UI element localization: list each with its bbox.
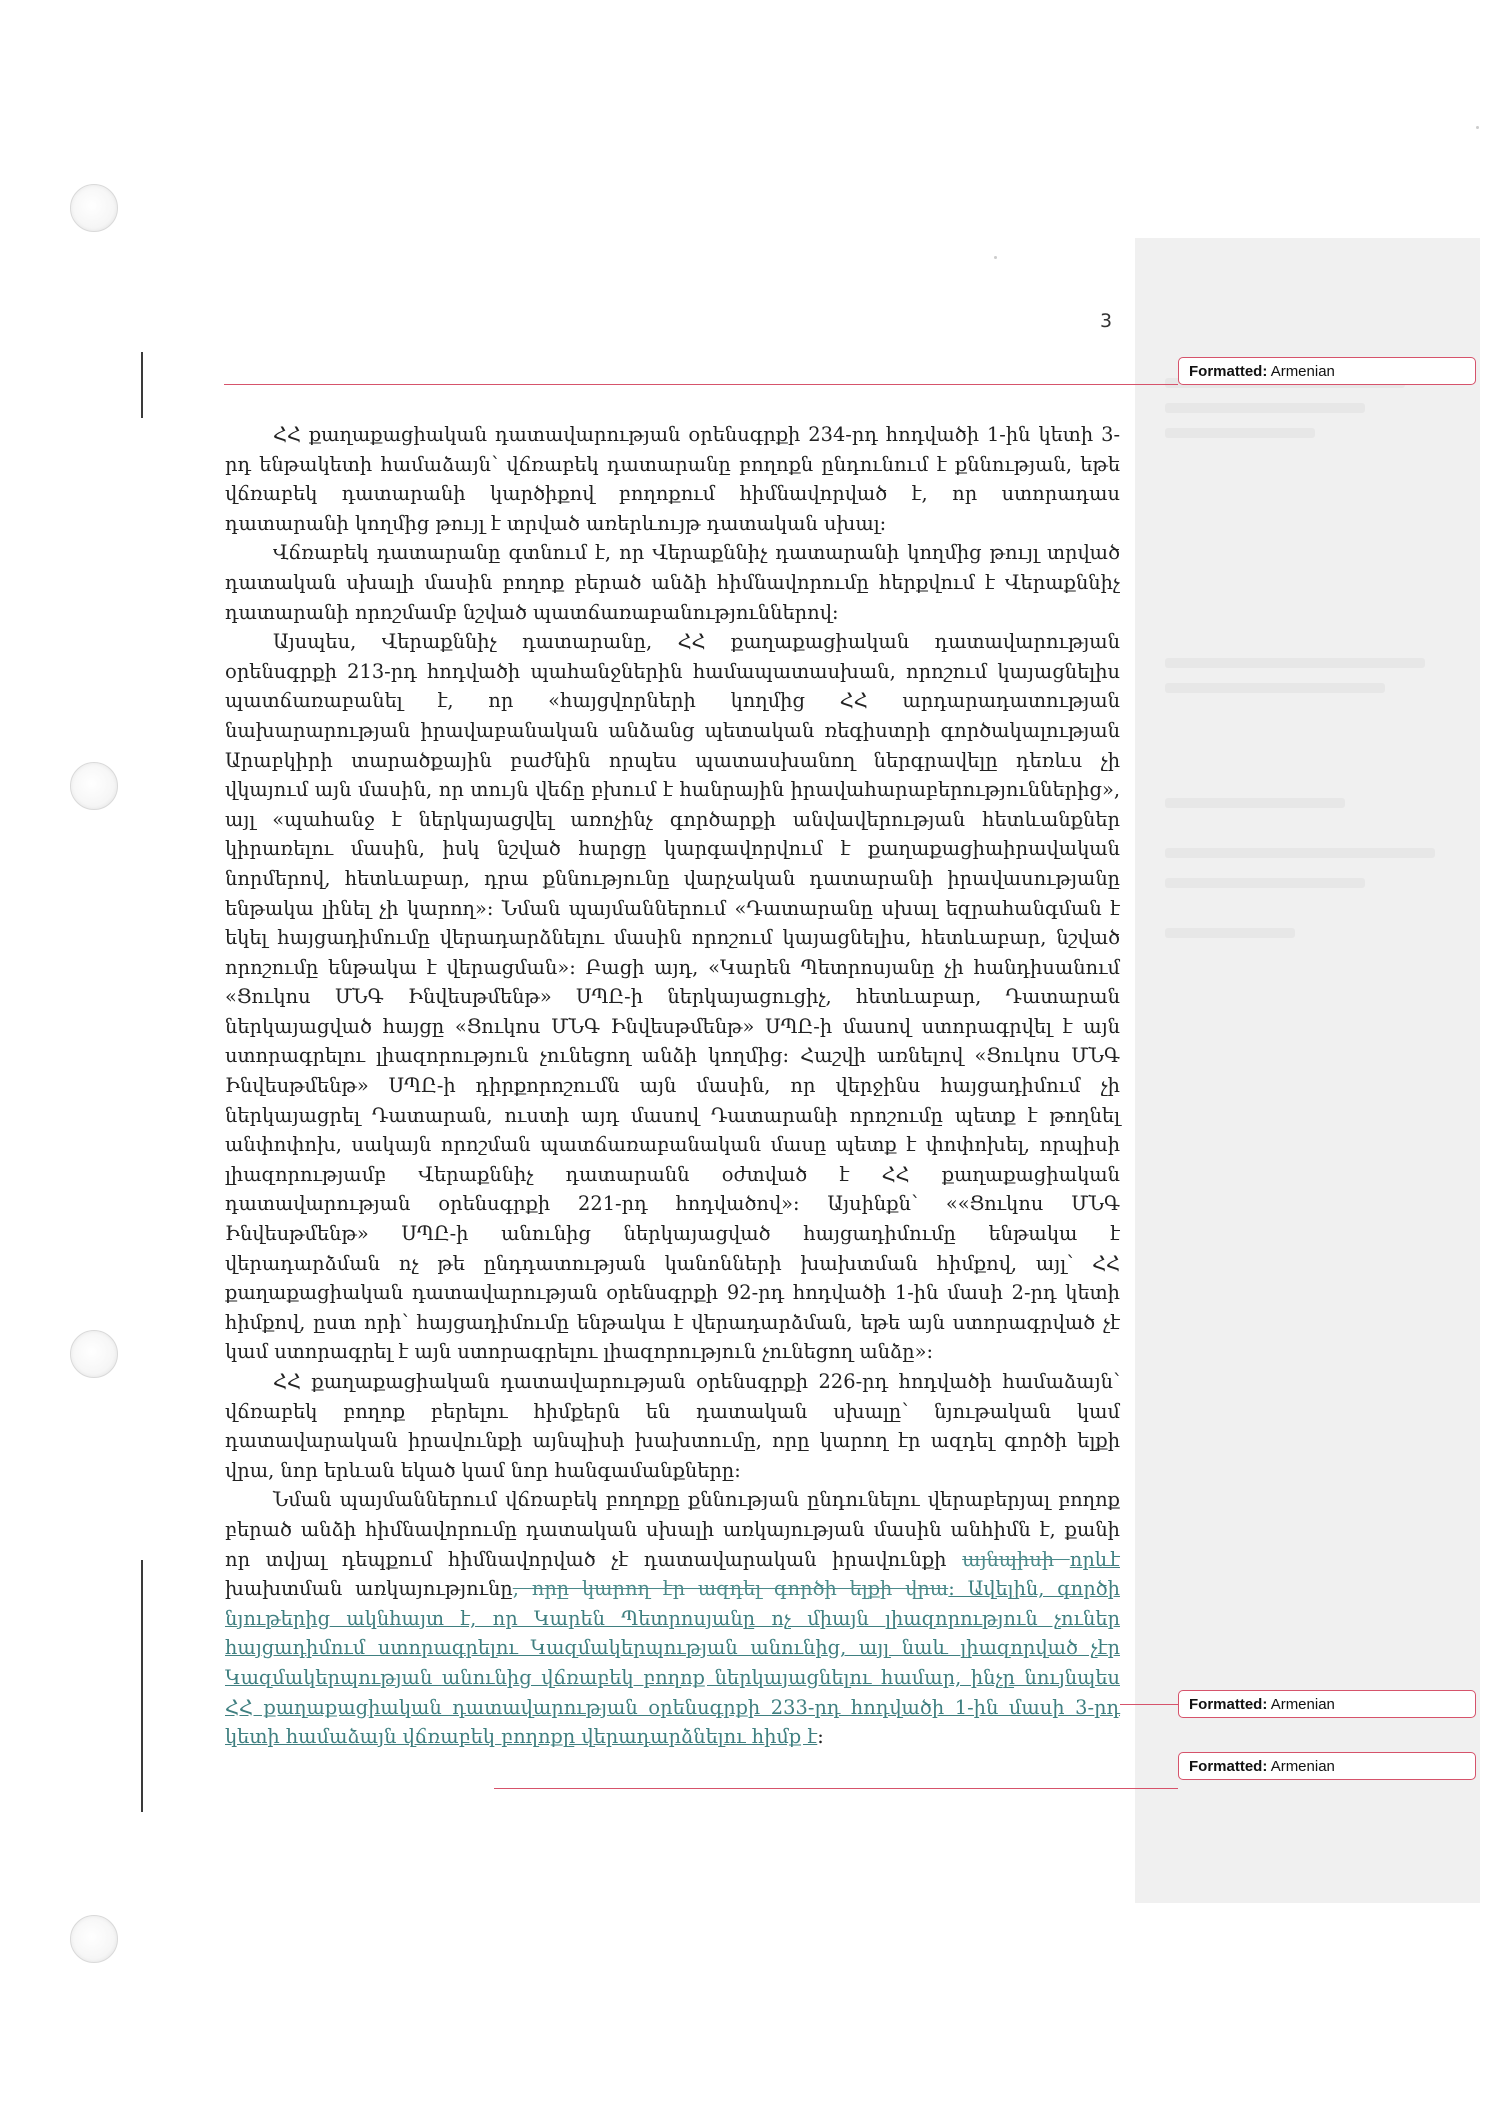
change-bar [141, 352, 143, 418]
ghost-text [1165, 683, 1385, 693]
ghost-text [1165, 658, 1425, 668]
comment-anchor-line [1120, 1704, 1178, 1705]
change-bar [141, 1560, 143, 1812]
paragraph-tracked-changes [225, 1485, 1120, 1751]
text-run: խախտման առկայությունը [225, 1577, 513, 1601]
comment-label: Formatted: [1189, 363, 1268, 380]
formatting-comment[interactable] [1178, 1752, 1476, 1780]
comment-value: Armenian [1270, 1696, 1335, 1713]
punch-hole [70, 1915, 118, 1963]
paragraph: ՀՀ քաղաքացիական դատավարության օրենսգրքի 226-րդ հոդվածի համաձայն՝ վճռաբեկ բողոք բերելու հիմքերն են դատական սխալը՝ նյութական կամ դատավարական իրավունքի այնպիսի խախտումը, որը կարող էր ազդել գործի ելքի վրա, նոր երևան եկած կամ նոր հանգամանքները: [225, 1370, 1120, 1482]
deleted-text: այնպիսի [962, 1547, 1070, 1571]
paragraph: Այսպես, Վերաքննիչ դատարանը, ՀՀ քաղաքացիական դատավարության օրենսգրքի 213-րդ հոդվածի պահանջներին համապատասխան, որոշում կայացնելիս պատճառաբանել է, որ «հայցվորների կողմից ՀՀ արդարադատության նախարարության իրավաբանական անձանց պետական ռեգիստրի գործակալության Արաբկիրի տարածքային բաժնին որպես պատասխանող ներգրավելը դեռևս չի վկայում այն մասին, որ տույն վեճը բխում է հանրային իրավահարաբերություններից», այլ «պահանջ է ներկայացվել առոչինչ գործարքի անվավերության հետևանքներ կիրառելու մասին, իսկ նշված հարցը կարգավորվում է քաղաքացիաիրավական նորմերով, հետևաբար, դրա քննությունը վարչական դատարանի իրավասությանը ենթակա լինել չի կարող»: Նման պայմաններում «Դատարանը սխալ եզրահանգման է եկել հայցադիմումը վերադարձնելու մասին որոշում կայացնելիս, հետևաբար, նշված որոշումը ենթակա է վերացման»: Բացի այդ, «Կարեն Պետրոսյանը չի հանդիսանում «Ցուկոս ՄՆԳ Ինվեսթմենթ» ՍՊԸ-ի ներկայացուցիչ, հետևաբար, Դատարան ներկայացված հայցը «Ցուկոս ՄՆԳ Ինվեսթմենթ» ՍՊԸ-ի մասով ստորագրվել է այն ստորագրելու լիազորություն չունեցող անձի կողմից: Հաշվի առնելով «Ցուկոս ՄՆԳ Ինվեսթմենթ» ՍՊԸ-ի դիրքորոշումն այն մասին, որ վերջինս հայցադիմում չի ներկայացրել Դատարան, ուստի այդ մասով Դատարանի որոշումը պետք է թողնել անփոփոխ, սակայն որոշման պատճառաբանական մասը պետք է փոփոխել, որպիսի լիազորությամբ Վերաքննիչ դատարանն օժտված է ՀՀ քաղաքացիական դատավարության օրենսգրքի 221-րդ հոդվածով»: Այսինքն՝ ««Ցուկոս ՄՆԳ Ինվեսթմենթ» ՍՊԸ-ի անունից ներկայացված հայցադիմումը ենթակա է վերադարձման ոչ թե ընդդատության կանոնների խախտման հիմքով, այլ՝ ՀՀ քաղաքացիական դատավարության օրենսգրքի 92-րդ հոդվածի 1-ին մասի 2-րդ կետի հիմքով, ըստ որի՝ հայցադիմումը ենթակա է վերադարձման, եթե այն ստորագրված չէ կամ ստորագրել է այն ստորագրելու լիազորություն չունեցող անձը»: [225, 630, 1120, 1364]
punch-hole [70, 762, 118, 810]
comment-anchor-line [494, 1788, 1178, 1789]
punch-hole [70, 1330, 118, 1378]
inserted-text: : Ավելին, գործի նյութերից ակնհայտ է, որ Կարեն Պետրոսյանը ոչ միայն լիազորություն չուներ հայցադիմում ստորագրելու Կազմակերպության անունից, այլ նաև լիազորված չէր Կազմակերպության անունից վճռաբեկ բողոք ներկայացնելու համար, ինչը նույնպես ՀՀ քաղաքացիական դատավարության օրենսգրքի 233-րդ հոդվածի 1-ին մասի 3-րդ կետի համաձայն վճռաբեկ բողոքը վերադարձնելու հիմք է [225, 1577, 1120, 1749]
inserted-text: որևէ [1069, 1547, 1120, 1571]
ghost-text [1165, 403, 1365, 413]
comment-value: Armenian [1270, 363, 1335, 380]
ghost-text [1165, 428, 1315, 438]
punch-hole [70, 184, 118, 232]
comment-label: Formatted: [1189, 1696, 1268, 1713]
paragraph: Վճռաբեկ դատարանը գտնում է, որ Վերաքննիչ դատարանի կողմից թույլ տրված դատական սխալի մասին բողոք բերած անձի հիմնավորումը հերքվում է Վերաքննիչ դատարանի որոշմամբ նշված պատճառաբանություններով: [225, 541, 1120, 624]
comment-label: Formatted: [1189, 1758, 1268, 1775]
page-number: 3 [1100, 310, 1113, 332]
deleted-text: , որը կարող էր ազդել գործի ելքի վրա [512, 1577, 949, 1601]
ghost-text [1165, 928, 1295, 938]
text-run: : [817, 1725, 824, 1749]
text-run: Նման պայմաններում վճռաբեկ բողոքը քննության ընդունելու վերաբերյալ բողոք բերած անձի հիմնավորումը դատական սխալի առկայության մասին անհիմն է, քանի որ տվյալ դեպքում հիմնավորված չէ դատավարական իրավունքի [225, 1488, 1120, 1571]
formatting-comment[interactable] [1178, 357, 1476, 385]
ghost-text [1165, 798, 1345, 808]
paragraph: ՀՀ քաղաքացիական դատավարության օրենսգրքի 234-րդ հոդվածի 1-ին կետի 3-րդ ենթակետի համաձայն՝ վճռաբեկ դատարանը բողոքն ընդունում է քննության, եթե վճռաբեկ դատարանի կարծիքով բողոքում հիմնավորված է, որ ստորադաս դատարանի կողմից թույլ է տրված առերևույթ դատական սխալ: [225, 423, 1120, 535]
markup-margin-pane [1135, 238, 1480, 1903]
document-body [225, 420, 1120, 1752]
formatting-comment[interactable] [1178, 1690, 1476, 1718]
ghost-text [1165, 848, 1435, 858]
comment-value: Armenian [1270, 1758, 1335, 1775]
ghost-text [1165, 878, 1365, 888]
comment-anchor-line [224, 384, 1178, 385]
